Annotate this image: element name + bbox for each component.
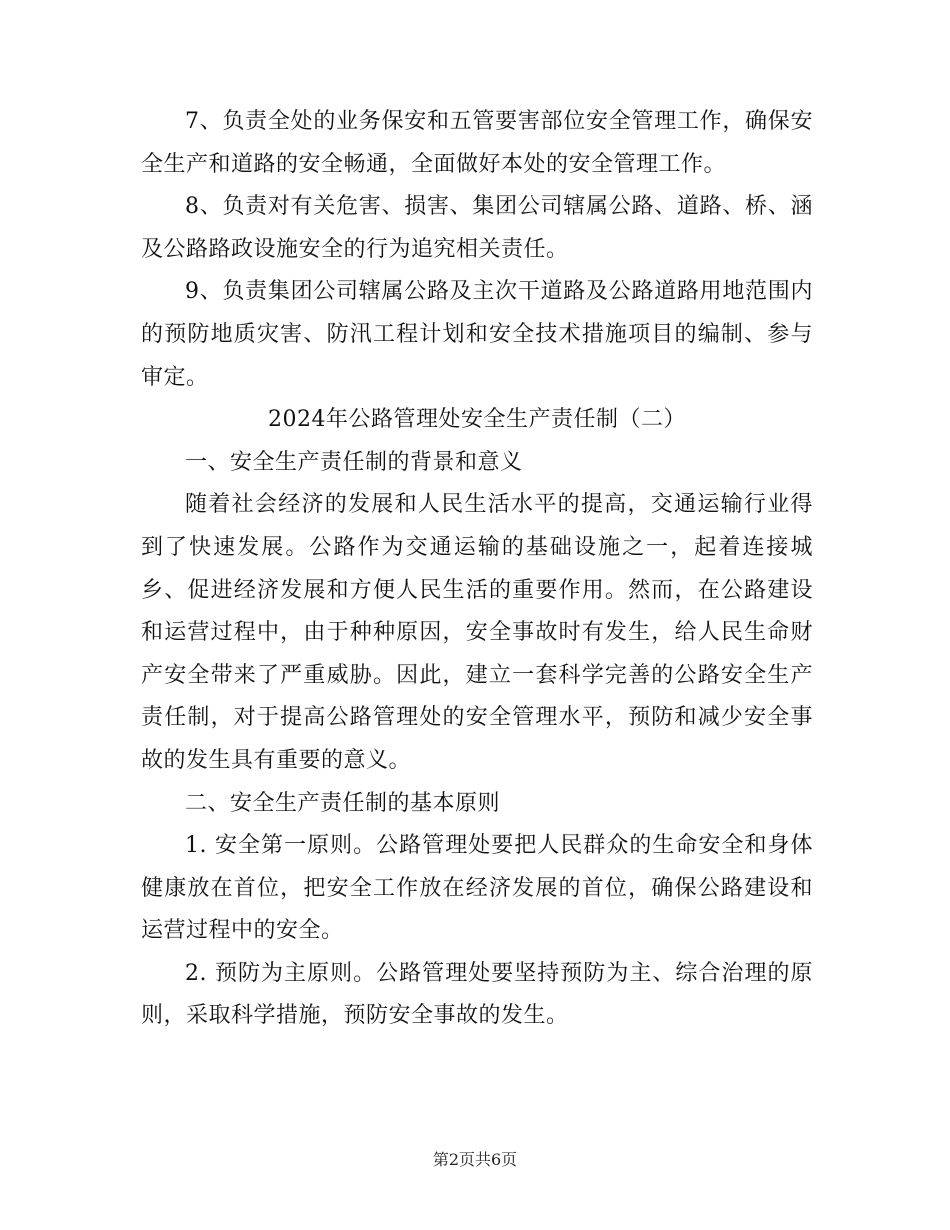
section-title: 2024年公路管理处安全生产责任制（二）	[268, 407, 686, 433]
principle-item-1: 1. 安全第一原则。公路管理处要把人民群众的生命安全和身体健康放在首位，把安全工作放在经济发展的首位，确保公路建设和运营过程中的安全。	[141, 833, 813, 944]
principle-item-2: 2. 预防为主原则。公路管理处要坚持预防为主、综合治理的原则，采取科学措施，预防安全事故的发生。	[141, 960, 813, 1029]
document-body	[141, 101, 813, 1038]
section-two-heading: 二、安全生产责任制的基本原则	[185, 790, 501, 816]
page-number-footer: 第2页共6页	[432, 1150, 518, 1169]
section-one-heading: 一、安全生产责任制的背景和意义	[185, 449, 523, 475]
section-one-body: 随着社会经济的发展和人民生活水平的提高，交通运输行业得到了快速发展。公路作为交通运输的基础设施之一，起着连接城乡、促进经济发展和方便人民生活的重要作用。然而，在公路建设和运营过程中，由于种种原因，安全事故时有发生，给人民生命财产安全带来了严重威胁。因此，建立一套科学完善的公路安全生产责任制，对于提高公路管理处的安全管理水平，预防和减少安全事故的发生具有重要的意义。	[141, 492, 813, 773]
paragraph-item-8: 8、负责对有关危害、损害、集团公司辖属公路、道路、桥、涵及公路路政设施安全的行为追究相关责任。	[141, 194, 813, 262]
paragraph-item-7: 7、负责全处的业务保安和五管要害部位安全管理工作，确保安全生产和道路的安全畅通，全面做好本处的安全管理工作。	[141, 109, 813, 177]
paragraph-item-9: 9、负责集团公司辖属公路及主次干道路及公路道路用地范围内的预防地质灾害、防汛工程计划和安全技术措施项目的编制、参与审定。	[141, 279, 813, 390]
